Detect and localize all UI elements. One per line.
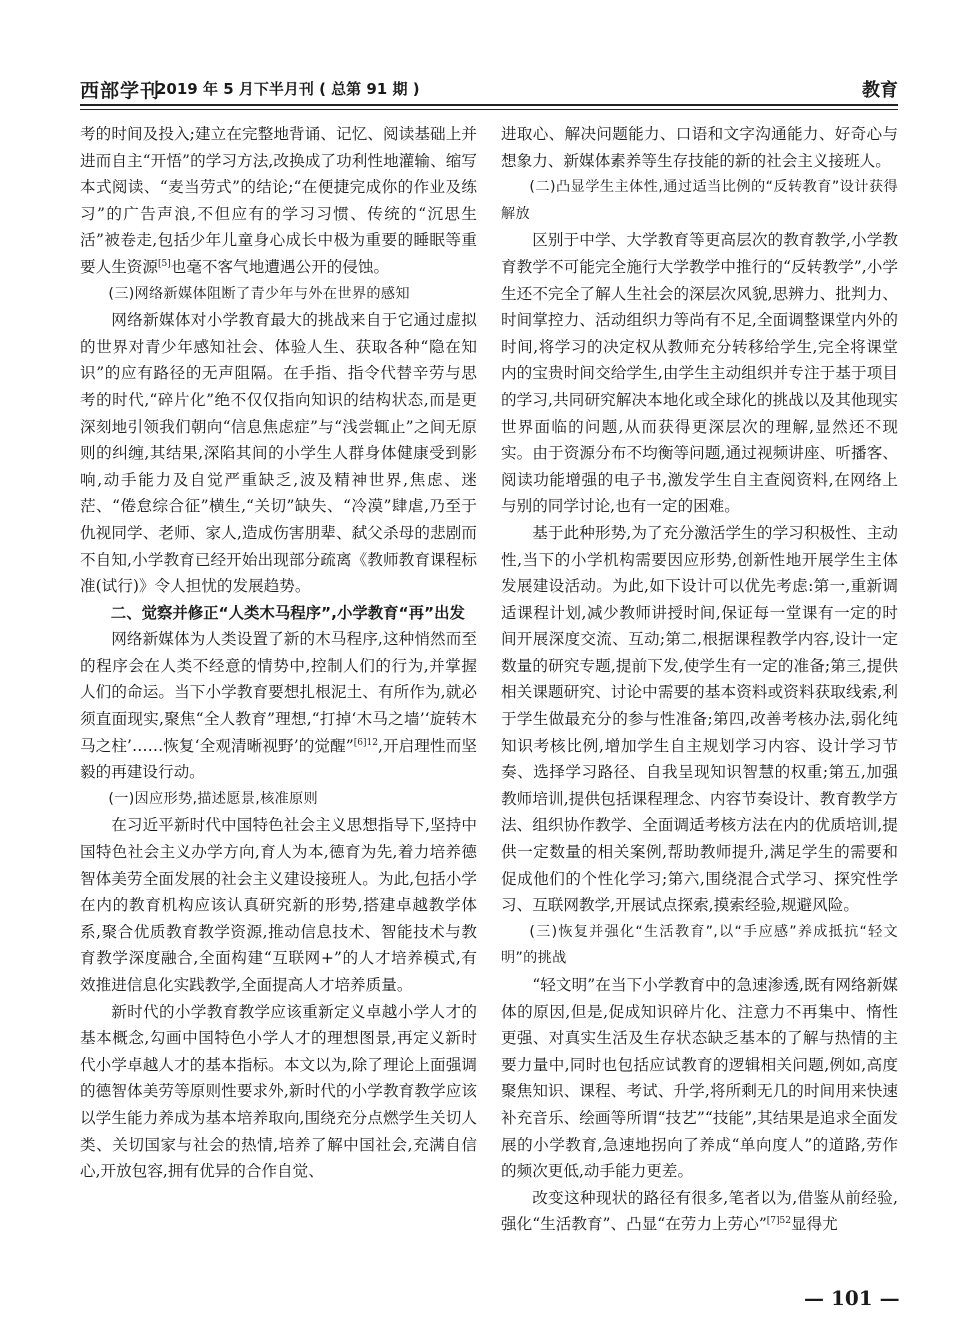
issue-info: 2019 年 5 月下半月刊 ( 总第 91 期 )	[156, 80, 420, 98]
paragraph	[80, 121, 477, 281]
page-number: — 101 —	[804, 1286, 900, 1310]
paragraph	[80, 999, 477, 1185]
subsection-heading	[501, 919, 898, 972]
journal-logo: 西部学刊	[80, 80, 161, 102]
subsection-heading	[80, 281, 477, 308]
citation-ref: [6]12	[353, 737, 378, 748]
header-rule-thin	[80, 109, 898, 110]
paragraph	[501, 121, 898, 174]
right-column	[501, 121, 898, 1238]
subsection-heading	[80, 786, 477, 813]
paragraph	[80, 307, 477, 600]
paragraph-text: (三)恢复并强化“生活教育”,以“手应感”养成抵抗“轻文明”的挑战	[501, 923, 898, 967]
paragraph	[501, 227, 898, 520]
paragraph	[501, 972, 898, 1185]
paragraph-text: 也毫不客气地遭遇公开的侵蚀。	[170, 257, 390, 276]
paragraph	[80, 812, 477, 998]
paragraph-text: ,开启理性而坚毅的再建设行动。	[80, 736, 477, 782]
subsection-heading	[501, 174, 898, 227]
paragraph-text: (三)网络新媒体阻断了青少年与外在世界的感知	[108, 285, 410, 302]
paragraph-text: (一)因应形势,描述愿景,核准原则	[108, 790, 319, 807]
paragraph-text: 区别于中学、大学教育等更高层次的教育教学,小学教育教学不可能完全施行大学教学中推行的“反转教学”,小学生还不完全了解人生社会的深层次风貌,思辨力、批判力、时间掌控力、活动组织力等尚有不足,全面调整课堂内外的时间,将学习的决定权从教师充分转移给学生,完全将课堂内的宝贵时间交给学生,由学生主动组织并专注于基于项目的学习,共同研究解决本地化或全球化的挑战以及其他现实世界面临的问题,从而获得更深层次的理解,显然还不现实。由于资源分布不均衡等问题,通过视频讲座、听播客、阅读功能增强的电子书,激发学生自主查阅资料,在网络上与别的同学讨论,也有一定的困难。	[501, 231, 898, 516]
paragraph-text: 基于此种形势,为了充分激活学生的学习积极性、主动性,当下的小学机构需要因应形势,创新性地开展学生主体发展建设活动。为此,如下设计可以优先考虑:第一,重新调适课程计划,减少教师讲授时间,保证每一堂课有一定的时间开展深度交流、互动;第二,根据课程教学内容,设计一定数量的研究专题,提前下发,使学生有一定的准备;第三,提供相关课题研究、讨论中需要的基本资料或资料获取线索,利于学生做最充分的参与性准备;第四,改善考核办法,弱化纯知识考核比例,增加学生自主规划学习内容、设计学习节奏、选择学习路径、自我呈现知识智慧的权重;第五,加强教师培训,提供包括课程理念、内容节奏设计、教育教学方法、组织协作教学、全面调适考核方法在内的优质培训,提供一定数量的相关案例,帮助教师提升,满足学生的需要和促成他们的个性化学习;第六,围绕混合式学习、探究性学习、互联网教学,开展试点探索,摸索经验,规避风险。	[501, 523, 898, 915]
paragraph-text: 新时代的小学教育教学应该重新定义卓越小学人才的基本概念,勾画中国特色小学人才的理想图景,再定义新时代小学卓越人才的基本指标。本文以为,除了理论上面强调的德智体美劳等原则性要求外,新时代的小学教育教学应该以学生能力养成为基本培养取向,围绕充分点燃学生关切人类、关切国家与社会的热情,培养了解中国社会,充满自信心,开放包容,拥有优异的合作自觉、	[80, 1002, 477, 1181]
paragraph	[501, 520, 898, 919]
paragraph-text: 网络新媒体为人类设置了新的木马程序,这种悄然而至的程序会在人类不经意的情势中,控制人们的行为,并掌握人们的命运。当下小学教育要想扎根泥土、有所作为,就必须直面现实,聚焦“全人教育”理想,“打掉‘木马之墙’‘旋转木马之柱’……恢复‘全观清晰视野’的觉醒”	[80, 630, 477, 755]
paragraph-text: 在习近平新时代中国特色社会主义思想指导下,坚持中国特色社会主义办学方向,育人为本,德育为先,着力培养德智体美劳全面发展的社会主义建设接班人。为此,包括小学在内的教育机构应该认真研究新的形势,搭建卓越教学体系,聚合优质教育教学资源,推动信息技术、智能技术与教育教学深度融合,全面构建“互联网+”的人才培养模式,有效推进信息化实践教学,全面提高人才培养质量。	[80, 816, 477, 994]
citation-ref: [5]	[157, 258, 171, 269]
section-label: 教育	[862, 80, 898, 101]
left-column	[80, 121, 477, 1185]
paragraph-text: 显得尤	[791, 1215, 838, 1234]
section-heading	[80, 600, 477, 627]
paragraph-text: 网络新媒体对小学教育最大的挑战来自于它通过虚拟的世界对青少年感知社会、体验人生、获取各种“隐在知识”的应有路径的无声阻隔。在手指、指令代替辛劳与思考的时代,“碎片化”绝不仅仅指向知识的结构状态,而是更深刻地引领我们朝向“信息焦虑症”与“浅尝辄止”之间无原则的纠缠,其结果,深陷其间的小学生人群身体健康受到影响,动手能力及自觉严重缺乏,波及精神世界,焦虑、迷茫、“倦怠综合征”横生,“关切”缺失、“冷漠”肆虐,乃至于仇视同学、老师、家人,造成伤害朋辈、弑父杀母的悲剧而不自知,小学教育已经开始出现部分疏离《教师教育课程标准(试行)》令人担忧的发展趋势。	[80, 311, 477, 596]
paragraph-text: (二)凸显学生主体性,通过适当比例的“反转教育”设计获得解放	[501, 179, 898, 222]
paragraph-text: 进取心、解决问题能力、口语和文字沟通能力、好奇心与想象力、新媒体素养等生存技能的新的社会主义接班人。	[501, 125, 898, 170]
header-rule-thick	[80, 104, 898, 106]
paragraph	[501, 1185, 898, 1238]
paragraph	[80, 626, 477, 786]
paragraph-text: 改变这种现状的路径有很多,笔者以为,借鉴从前经验,强化“生活教育”、凸显“在劳力上劳心”	[501, 1188, 898, 1234]
paragraph-text: 二、觉察并修正“人类木马程序”,小学教育“再”出发	[110, 603, 465, 622]
paragraph-text: 考的时间及投入;建立在完整地背诵、记忆、阅读基础上并进而自主“开悟”的学习方法,改换成了功利性地灌输、缩写本式阅读、“麦当劳式”的结论;“在便捷完成你的作业及练习”的广告声浪,不但应有的学习习惯、传统的“沉思生活”被卷走,包括少年儿童身心成长中极为重要的睡眠等重要人生资源	[80, 125, 477, 276]
citation-ref: [7]52	[766, 1216, 791, 1227]
paragraph-text: “轻文明”在当下小学教育中的急速渗透,既有网络新媒体的原因,但是,促成知识碎片化、注意力不再集中、惰性更强、对真实生活及生存状态缺乏基本的了解与热情的主要力量中,同时也包括应试教育的逻辑相关问题,例如,高度聚焦知识、课程、考试、升学,将所剩无几的时间用来快速补充音乐、绘画等所谓“技艺”“技能”,其结果是追求全面发展的小学教育,急速地拐向了养成“单向度人”的道路,劳作的频次更低,动手能力更差。	[501, 976, 898, 1181]
running-header	[80, 70, 898, 106]
